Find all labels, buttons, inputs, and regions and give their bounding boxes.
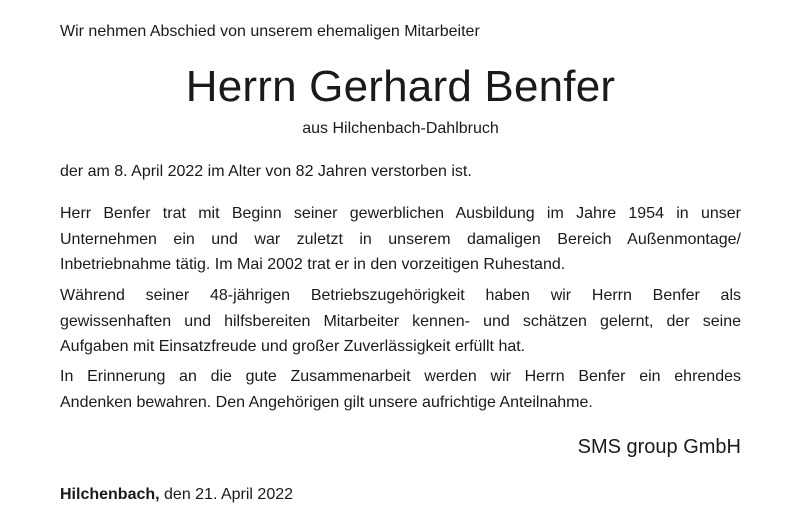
death-statement: der am 8. April 2022 im Alter von 82 Jahren verstorben ist. (60, 163, 472, 180)
obituary-notice (60, 0, 741, 529)
paragraph-career (60, 201, 741, 278)
paragraph-line: Herr Benfer trat mit Beginn seiner gewerblichen Ausbildung im Jahre 1954 in unser (60, 205, 741, 222)
paragraph-line: Während seiner 48-jährigen Betriebszugehörigkeit haben wir Herrn Benfer als (60, 287, 741, 304)
origin-text: aus Hilchenbach-Dahlbruch (302, 120, 499, 137)
paragraph-appreciation (60, 283, 741, 360)
paragraph-line: Inbetriebnahme tätig. Im Mai 2002 trat er in den vorzeitigen Ruhestand. (60, 256, 566, 273)
intro-text: Wir nehmen Abschied von unserem ehemaligen Mitarbeiter (60, 23, 480, 40)
paragraph-line: Aufgaben mit Einsatzfreude und großer Zuverlässigkeit erfüllt hat. (60, 338, 526, 355)
place-date (60, 485, 293, 505)
paragraph-line: Unternehmen ein und war zuletzt in unserem damaligen Bereich Außenmontage/ (60, 230, 741, 248)
paragraph-line: In Erinnerung an die gute Zusammenarbeit werden wir Herrn Benfer ein ehrendes (60, 368, 741, 385)
deceased-name: Herrn Gerhard Benfer (185, 62, 616, 111)
paragraph-line: Andenken bewahren. Den Angehörigen gilt unsere aufrichtige Anteilnahme. (60, 393, 593, 411)
date-text: den 21. April 2022 (159, 486, 294, 503)
paragraph-line: gewissenhaften und hilfsbereiten Mitarbeiter kennen- und schätzen gelernt, der seine (60, 312, 741, 330)
company-signature: SMS group GmbH (577, 436, 741, 458)
place-text: Hilchenbach, (60, 486, 160, 503)
paragraph-remembrance (60, 364, 741, 415)
